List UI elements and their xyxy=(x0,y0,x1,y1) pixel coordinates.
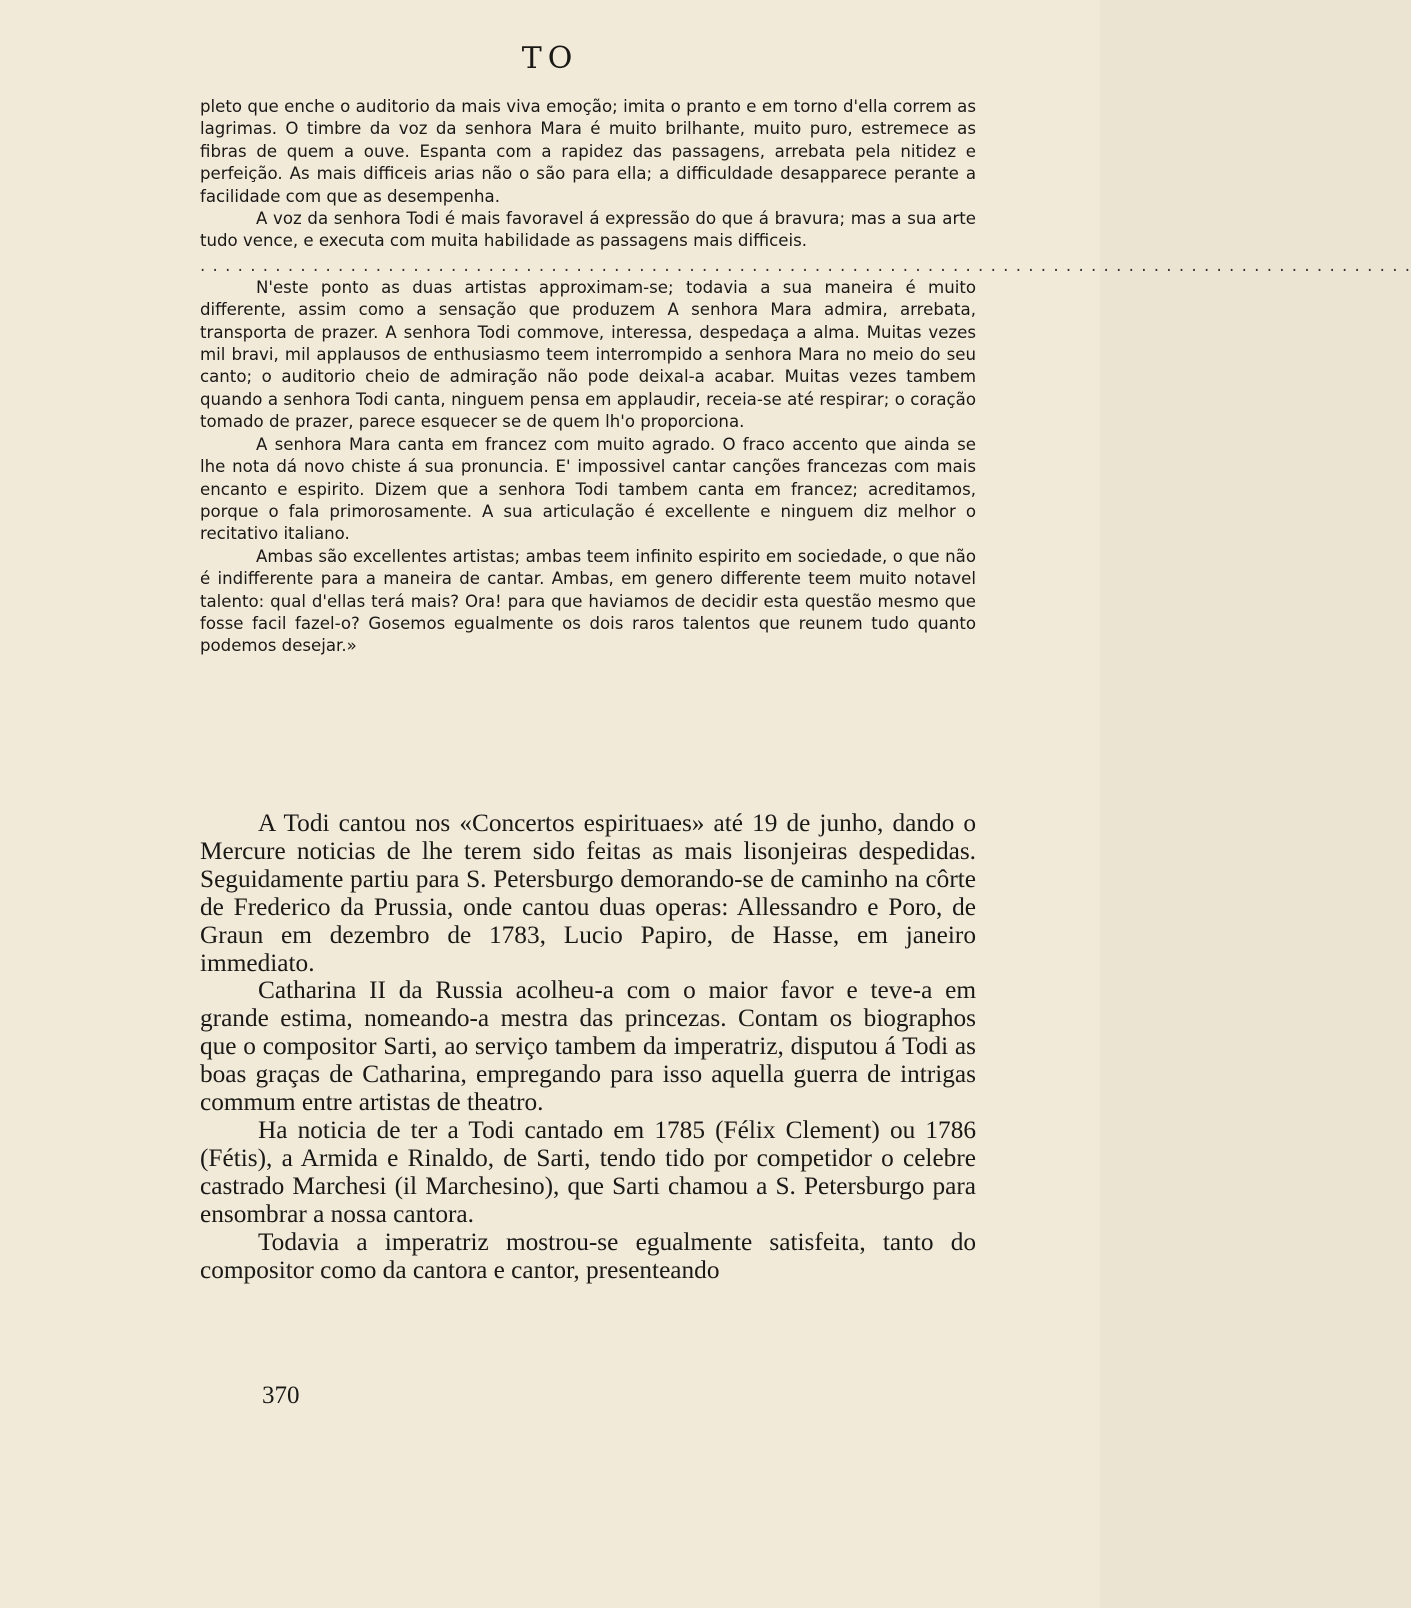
body-paragraph: Ha noticia de ter a Todi cantado em 1785 (Félix Clement) ou 1786 (Fétis), a Armida e Rinaldo, de Sarti, tendo tido por competidor o celebre castrado Marchesi (il Marchesino), que Sarti chamou a S. Petersburgo para ensombrar a nossa cantora. xyxy=(200,1115,976,1228)
quote-paragraph: pleto que enche o auditorio da mais viva emoção; imita o pranto e em torno d'ella correm as lagrimas. O timbre da voz da senhora Mara é muito brilhante, muito puro, estremece as fibras de quem a ouve. Espanta com a rapidez das passagens, arrebata pela nitidez e perfeição. As mais difficeis arias não o são para ella; a difficuldade desapparece perante a facilidade com que as desempenha. xyxy=(200,97,976,206)
quote-paragraph: N'este ponto as duas artistas approximam-se; todavia a sua maneira é muito differente, assim como a sensação que produzem A senhora Mara admira, arrebata, transporta de prazer. A senhora Todi commove, interessa, despedaça a alma. Muitas vezes mil bravi, mil applausos de enthusiasmo teem interrompido a senhora Mara no meio do seu canto; o auditorio cheio de admiração não pode deixal-a acabar. Muitas vezes tambem quando a senhora Todi canta, ninguem pensa em applaudir, receia-se até respirar; o coração tomado de prazer, parece esquecer se de quem lh'o proporciona. xyxy=(200,277,976,432)
body-text xyxy=(200,810,976,1284)
quote-paragraph: A voz da senhora Todi é mais favoravel á expressão do que á bravura; mas a sua arte tudo vence, e executa com muita habilidade as passagens mais difficeis. xyxy=(200,209,976,251)
body-paragraph: A Todi cantou nos «Concertos espirituaes» até 19 de junho, dando o Mercure noticias de lhe terem sido feitas as mais lisonjeiras despedidas. Seguidamente partiu para S. Petersburgo demorando-se de caminho na côrte de Frederico da Prussia, onde cantou duas operas: Allessandro e Poro, de Graun em dezembro de 1783, Lucio Papiro, de Hasse, em janeiro immediato. xyxy=(200,809,976,977)
quote-paragraph: A senhora Mara canta em francez com muito agrado. O fraco accento que ainda se lhe nota dá novo chiste á sua pronuncia. E' impossivel cantar canções francezas com mais encanto e espirito. Dizem que a senhora Todi tambem canta em francez; acreditamos, porque o fala primorosamente. A sua articulação é excellente e ninguem diz melhor o recitativo italiano. xyxy=(200,434,976,544)
ellipsis-line: . . . . . . . . . . . . . . . . . . . . . . . . . . . . . . . . . . . . . . . . . . . . . . . . . . . . . . . . . . . . . . . . . . . . . . . . . . . . . . . . . . . . . . . . . . . . . . . . . xyxy=(200,255,1411,275)
page-number: 370 xyxy=(262,1382,300,1409)
quoted-passage xyxy=(200,96,1411,658)
body-paragraph: Catharina II da Russia acolheu-a com o maior favor e teve-a em grande estima, nomeando-a mestra das princezas. Contam os biographos que o compositor Sarti, ao serviço tambem da imperatriz, disputou á Todi as boas graças de Catharina, empregando para isso aquella guerra de intrigas commum entre artistas de theatro. xyxy=(200,976,976,1117)
quote-paragraph: Ambas são excellentes artistas; ambas teem infinito espirito em sociedade, o que não é indifferente para a maneira de cantar. Ambas, em genero differente teem muito notavel talento: qual d'ellas terá mais? Ora! para que haviamos de decidir esta questão mesmo que fosse facil fazel-o? Gosemos egualmente os dois raros talentos que reunem tudo quanto podemos desejar.» xyxy=(200,546,976,656)
running-head: TO xyxy=(521,41,579,76)
body-paragraph: Todavia a imperatriz mostrou-se egualmente satisfeita, tanto do compositor como da cantora e cantor, presenteando xyxy=(200,1227,976,1284)
